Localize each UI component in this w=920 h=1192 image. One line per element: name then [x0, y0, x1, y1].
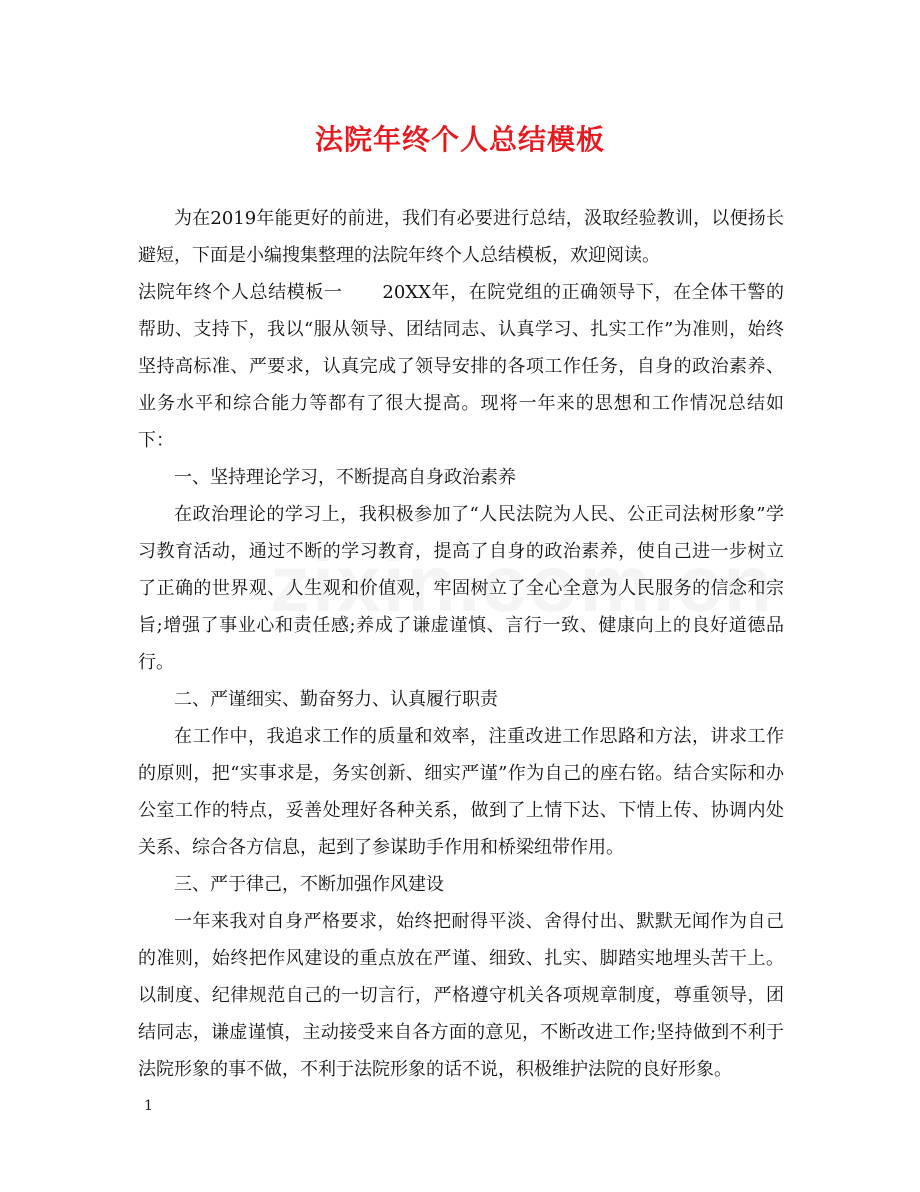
intro-paragraph: 为在2019年能更好的前进，我们有必要进行总结，汲取经验教训，以便扬长避短，下面是小编搜集整理的法院年终个人总结模板，欢迎阅读。: [138, 208, 784, 266]
section-body-2: 在工作中，我追求工作的质量和效率，注重改进工作思路和方法，讲求工作的原则，把“实事求是，务实创新、细实严谨”作为自己的座右铭。结合实际和办公室工作的特点，妥善处理好各种关系，做到了上情下达、下情上传、协调内处关系、综合各方信息，起到了参谋助手作用和桥梁纽带作用。: [138, 726, 784, 858]
section-subtitle: 法院年终个人总结模板一: [138, 282, 343, 303]
section-heading-1: 一、坚持理论学习，不断提高自身政治素养: [174, 467, 516, 488]
page-title: 法院年终个人总结模板: [314, 123, 605, 156]
section-body-3: 一年来我对自身严格要求，始终把耐得平淡、舍得付出、默默无闻作为自己的准则，始终把作风建设的重点放在严谨、细致、扎实、脚踏实地埋头苦干上。以制度、纪律规范自己的一切言行，严格遵守机关各项规章制度，尊重领导，团结同志，谦虚谨慎，主动接受来自各方面的意见，不断改进工作;坚持做到不利于法院形象的事不做，不利于法院形象的话不说，积极维护法院的良好形象。: [138, 911, 784, 1080]
section-heading-2: 二、严谨细实、勤奋努力、认真履行职责: [174, 689, 498, 710]
section-body-1: 在政治理论的学习上，我积极参加了“人民法院为人民、公正司法树形象”学习教育活动，通过不断的学习教育，提高了自身的政治素养，使自己进一步树立了正确的世界观、人生观和价值观，牢固树立了全心全意为人民服务的信念和宗旨;增强了事业心和责任感;养成了谦虚谨慎、言行一致、健康向上的良好道德品行。: [138, 504, 784, 673]
opening-text: 20XX年，在院党组的正确领导下，在全体干警的帮助、支持下，我以“服从领导、团结同志、认真学习、扎实工作”为准则，始终坚持高标准、严要求，认真完成了领导安排的各项工作任务，自身的政治素养、业务水平和综合能力等都有了很大提高。现将一年来的思想和工作情况总结如下：: [138, 282, 785, 451]
section-heading-3: 三、严于律己，不断加强作风建设: [174, 874, 444, 895]
document-body: [138, 200, 784, 1088]
opening-paragraph: [138, 274, 784, 459]
page-number: 1: [144, 1098, 153, 1114]
